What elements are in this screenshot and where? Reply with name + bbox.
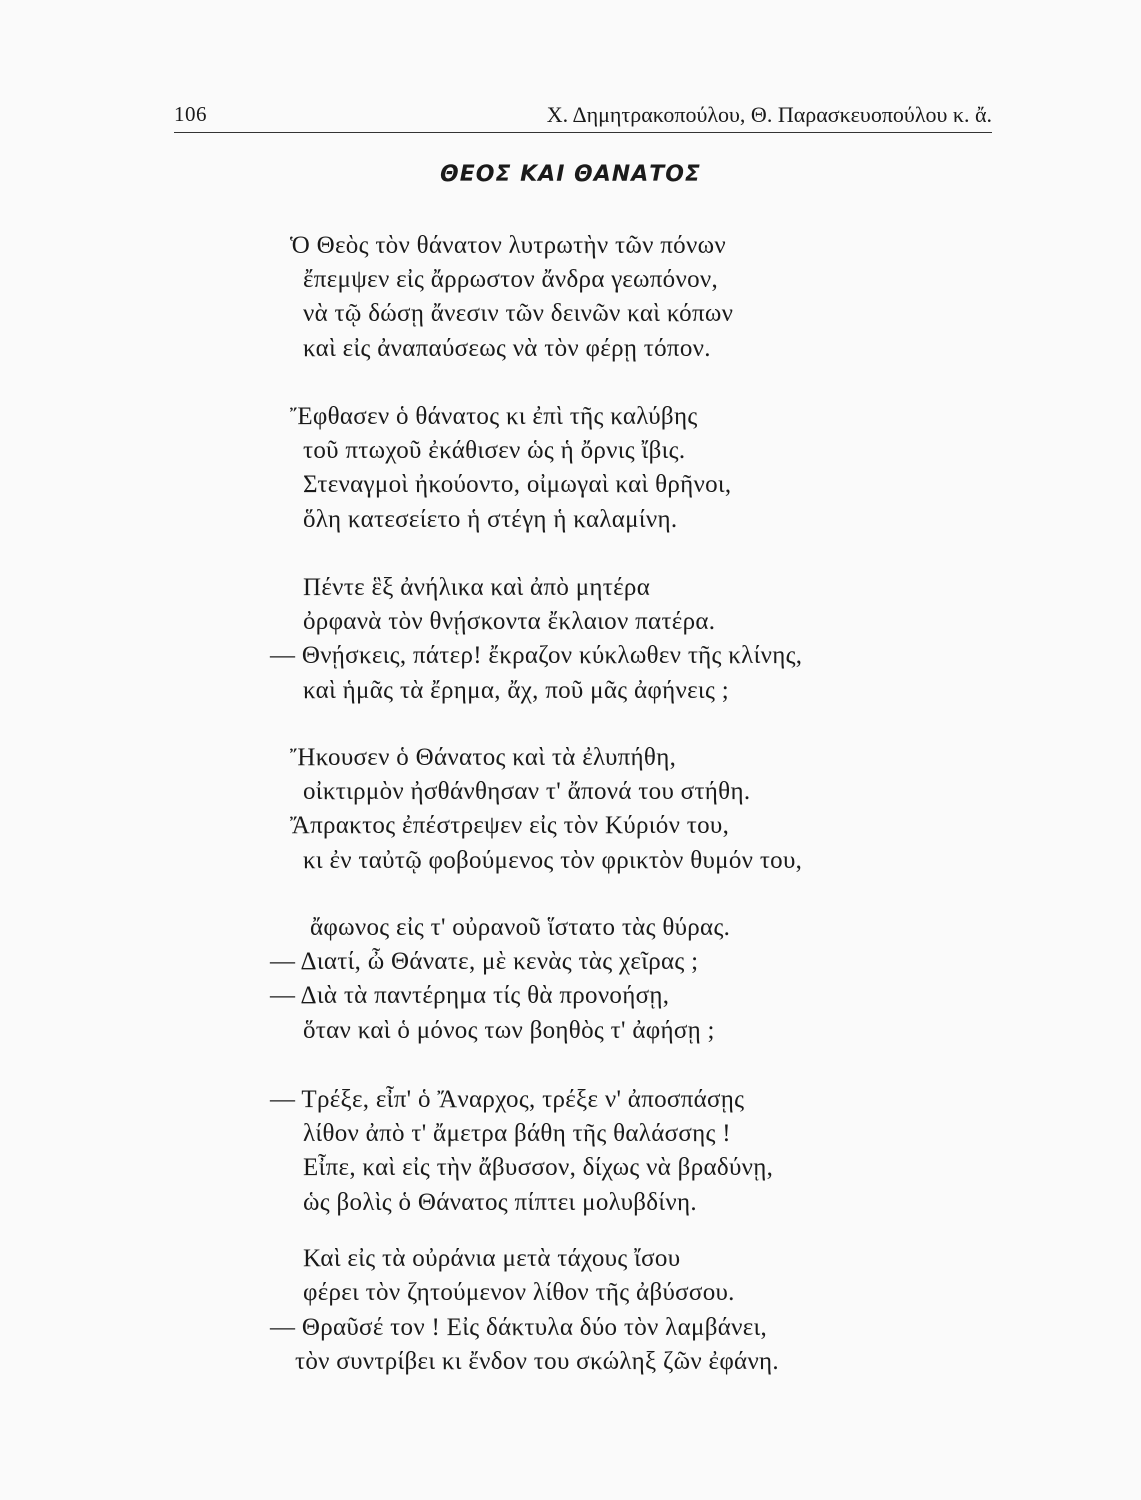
poem-line: οἰκτιρμὸν ἠσθάνθησαν τ' ἄπονά του στήθη. [303, 778, 751, 805]
poem-line: Ἤκουσεν ὁ Θάνατος καὶ τὰ ἐλυπήθη, [290, 744, 677, 771]
poem-line: Στεναγμοὶ ἠκούοντο, οἰμωγαὶ καὶ θρῆνοι, [303, 471, 732, 498]
poem-line: ὡς βολὶς ὁ Θάνατος πίπτει μολυβδίνη. [303, 1189, 697, 1216]
poem-line: νὰ τῷ δώσῃ ἄνεσιν τῶν δεινῶν καὶ κόπων [303, 300, 734, 327]
poem-line: — Θνῄσκεις, πάτερ! ἔκραζον κύκλωθεν τῆς κλίνης, [270, 642, 803, 669]
poem-line: Καὶ εἰς τὰ οὐράνια μετὰ τάχους ἴσου [303, 1245, 681, 1272]
poem-line: φέρει τὸν ζητούμενον λίθον τῆς ἀβύσσου. [303, 1279, 735, 1306]
poem-line: Εἶπε, καὶ εἰς τὴν ἄβυσσον, δίχως νὰ βραδύνῃ, [303, 1154, 774, 1181]
poem-line: — Τρέξε, εἶπ' ὁ Ἄναρχος, τρέξε ν' ἀποσπάσῃς [270, 1086, 745, 1113]
poem-line: ὀρφανὰ τὸν θνῄσκοντα ἔκλαιον πατέρα. [303, 608, 716, 635]
poem-line: καὶ εἰς ἀναπαύσεως νὰ τὸν φέρῃ τόπον. [303, 335, 711, 362]
poem-title: ΘΕΟΣ ΚΑΙ ΘΑΝΑΤΟΣ [440, 162, 701, 187]
poem-line: Ἄπρακτος ἐπέστρεψεν εἰς τὸν Κύριόν του, [290, 812, 730, 839]
poem-line: λίθον ἀπὸ τ' ἄμετρα βάθη τῆς θαλάσσης ! [303, 1120, 731, 1147]
poem-line: Πέντε ἓξ ἀνήλικα καὶ ἀπὸ μητέρα [303, 574, 651, 601]
poem-line: ἄφωνος εἰς τ' οὐρανοῦ ἵστατο τὰς θύρας. [310, 914, 731, 941]
poem-line: Ὁ Θεὸς τὸν θάνατον λυτρωτὴν τῶν πόνων [290, 232, 726, 259]
poem-line: καὶ ἡμᾶς τὰ ἔρημα, ἄχ, ποῦ μᾶς ἀφήνεις ; [303, 677, 729, 704]
running-head: Χ. Δημητρακοπούλου, Θ. Παρασκευοπούλου κ. ἄ. [546, 102, 992, 127]
poem-line: τοῦ πτωχοῦ ἐκάθισεν ὡς ἡ ὄρνις ἴβις. [303, 437, 686, 464]
poem-line: ἔπεμψεν εἰς ἄρρωστον ἄνδρα γεωπόνον, [303, 266, 719, 293]
poem-line: ὅταν καὶ ὁ μόνος των βοηθὸς τ' ἀφήσῃ ; [303, 1017, 715, 1044]
poem-line: ὅλη κατεσείετο ἡ στέγη ἡ καλαμίνη. [303, 506, 678, 533]
poem-line: — Διὰ τὰ παντέρημα τίς θὰ προνοήσῃ, [270, 982, 670, 1009]
page-header [174, 98, 992, 133]
poem-line: κι ἐν ταὐτῷ φοβούμενος τὸν φρικτὸν θυμόν του, [303, 847, 803, 874]
poem-line: — Θραῦσέ τον ! Εἰς δάκτυλα δύο τὸν λαμβάνει, [270, 1314, 768, 1341]
page-number: 106 [174, 102, 207, 126]
poem-line: τὸν συντρίβει κι ἔνδον του σκώληξ ζῶν ἐφάνη. [295, 1348, 779, 1375]
poem-line: Ἔφθασεν ὁ θάνατος κι ἐπὶ τῆς καλύβης [290, 403, 698, 430]
poem-line: — Διατί, ὦ Θάνατε, μὲ κενὰς τὰς χεῖρας ; [270, 948, 699, 975]
